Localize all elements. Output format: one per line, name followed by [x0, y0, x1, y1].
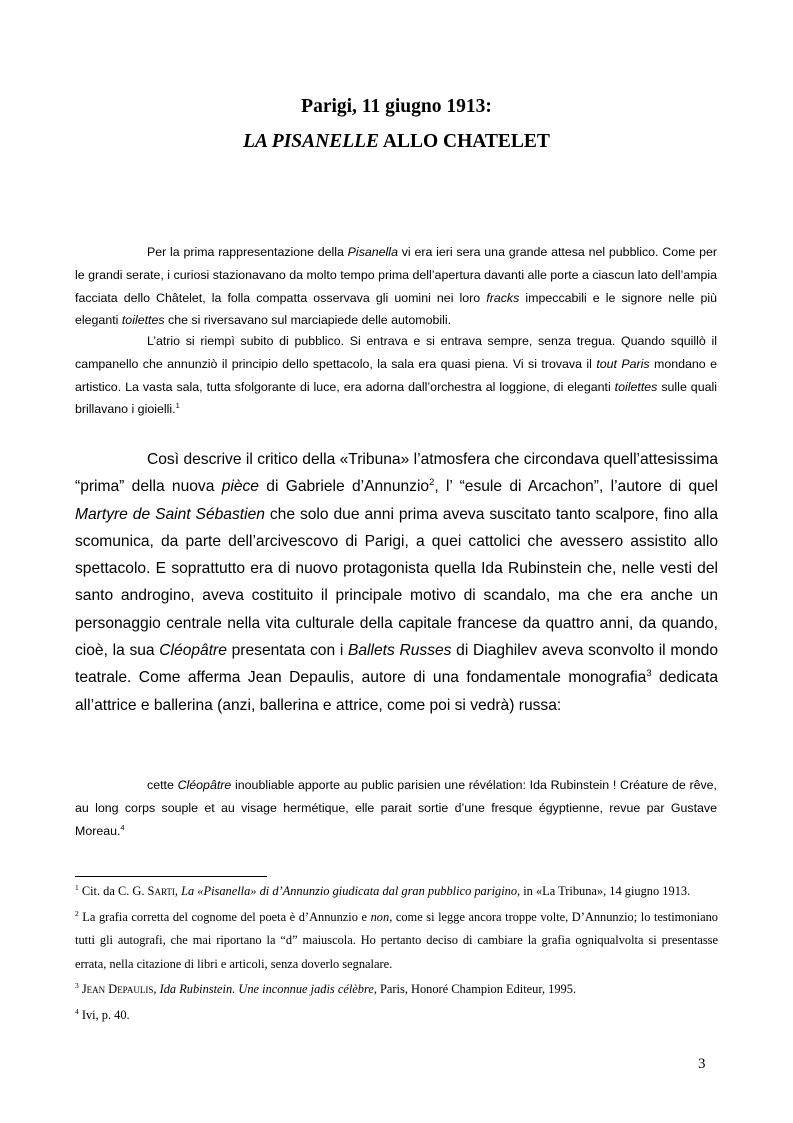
text-run: mondano e artistico. La vasta sala, tutta sfolgorante di luce, era adorna dall’orchestra al loggione, di eleganti — [75, 356, 717, 394]
text-run: , in «La Tribuna», 14 giugno 1913. — [517, 884, 691, 898]
footnote-number: 4 — [75, 1006, 79, 1016]
block-quote-1 — [75, 241, 717, 332]
text-run: L’atrio si riempì subito di pubblico. Si entrava e si entrava sempre, senza tregua. Quando squillò il campanello che annunziò il principio dello spettacolo, la sala era quasi piena. Vi si trovava il — [75, 334, 717, 371]
italic-run: pièce — [221, 478, 259, 496]
footnote-ref[interactable]: 3 — [646, 668, 652, 679]
text-run: J — [78, 982, 87, 997]
text-run: sulle quali brillavano i gioielli. — [75, 379, 717, 417]
text-run: che si riversavano sul marciapiede delle automobili. — [164, 313, 452, 328]
text-run: impeccabili e le signore nelle più eleganti — [75, 290, 717, 328]
page-title-line-2 — [0, 131, 793, 153]
text-run: Per la prima rappresentazione della — [147, 245, 348, 259]
text-run: La grafia corretta del cognome del poeta è d’Annunzio e — [78, 909, 371, 924]
page-title-line-1: Parigi, 11 giugno 1913: — [301, 96, 492, 117]
italic-run: La «Pisanella» di d’Annunzio giudicata dal gran pubblico parigino — [181, 884, 518, 898]
text-run: dedicata all’attrice e ballerina (anzi, ballerina e attrice, come poi si vedrà) russa: — [75, 669, 718, 714]
body-paragraph — [75, 446, 718, 719]
text-run: presentata con i — [226, 642, 348, 660]
small-caps-run: ean — [86, 982, 106, 997]
italic-run: toilettes — [121, 313, 165, 328]
footnote-2 — [75, 906, 718, 977]
footnote-ref[interactable]: 2 — [429, 477, 435, 488]
footnote-3 — [75, 978, 718, 1002]
page-number: 3 — [698, 1056, 706, 1072]
footnote-4 — [75, 1004, 718, 1028]
block-quote-2 — [75, 330, 717, 421]
italic-run: Ida Rubinstein. Une inconnue jadis célèbre — [159, 982, 374, 997]
footnote-1 — [75, 880, 718, 904]
italic-run: tout Paris — [596, 356, 650, 371]
italic-run: Cléopâtre — [177, 778, 232, 792]
title-rest: ALLO CHATELET — [379, 131, 550, 152]
footnote-number: 1 — [75, 882, 79, 892]
text-run: , — [153, 982, 160, 997]
italic-run: Cléopâtre — [159, 642, 227, 660]
text-run: Così descrive il critico della «Tribuna» l’atmosfera che circondava quell’attesissima “prima” della nuova — [75, 451, 718, 496]
text-run: Ivi, p. 40. — [78, 1007, 130, 1022]
text-run: , l’ “esule di Arcachon”, l’autore di quel — [434, 478, 718, 496]
footnote-number: 2 — [75, 908, 79, 918]
text-run: , come si legge ancora troppe volte, D’Annunzio; lo testimoniano tutti gli autografi, che mai riportano la “d” maiuscola. Ho pertanto deciso di cambiare la grafia ogniqualvolta si presentasse errata, nella citazione di libri e articoli, senza doverlo segnalare. — [75, 909, 718, 971]
text-run: cette — [147, 778, 178, 792]
text-run: di Diaghilev aveva sconvolto il mondo teatrale. Come afferma Jean Depaulis, autore di una fondamentale monografia — [75, 642, 718, 687]
footnote-number: 3 — [75, 981, 79, 991]
small-caps-run: epaulis — [117, 982, 154, 997]
text-run: , — [174, 884, 182, 898]
text-run: Cit. da C. G. S — [78, 884, 155, 898]
footnotes — [75, 880, 718, 1030]
text-run: che solo due anni prima aveva suscitato tanto scalpore, fino alla scomunica, da parte dell’arcivescovo di Parigi, a quei cattolici che avessero assistito allo spettacolo. E soprattutto era di nuovo protagonista quella Ida Rubinstein che, nelle vesti del santo androgino, aveva costituito il principale motivo di scandalo, ma che era anche un personaggio centrale nella vita culturale della capitale francese da quattro anni, da quando, cioè, la sua — [75, 505, 719, 660]
small-caps-run: arti — [154, 884, 175, 898]
block-quote-3 — [75, 774, 717, 842]
text-run: inoubliable apporte au public parisien une révélation: Ida Rubinstein ! Créature de rêve, au long corps souple et au visage hermétique, elle parait sortie d’une fresque égyptienne, revue par Gustave Moreau. — [75, 778, 717, 838]
footnote-ref[interactable]: 4 — [120, 822, 125, 832]
italic-run: fracks — [486, 290, 520, 305]
italic-run: Martyre de Saint Sébastien — [75, 505, 265, 523]
footnote-ref[interactable]: 1 — [175, 401, 180, 411]
italic-run: Ballets Russes — [347, 642, 452, 660]
text-run: D — [105, 982, 118, 997]
italic-run: non — [370, 909, 390, 924]
text-run: di Gabriele d’Annunzio — [258, 478, 430, 496]
italic-run: toilettes — [614, 379, 658, 394]
text-run: , Paris, Honoré Champion Editeur, 1995. — [373, 982, 577, 997]
text-run: vi era ieri sera una grande attesa nel pubblico. Come per le grandi serate, i curiosi stazionavano da molto tempo prima dell’apertura davanti alle porte a ciascun lato dell’ampia facciata dello Châtelet, la folla compatta osservava gli uomini nei loro — [75, 245, 717, 305]
title-italic: LA PISANELLE — [243, 131, 380, 152]
italic-run: Pisanella — [347, 245, 398, 259]
footnote-separator — [75, 876, 267, 877]
